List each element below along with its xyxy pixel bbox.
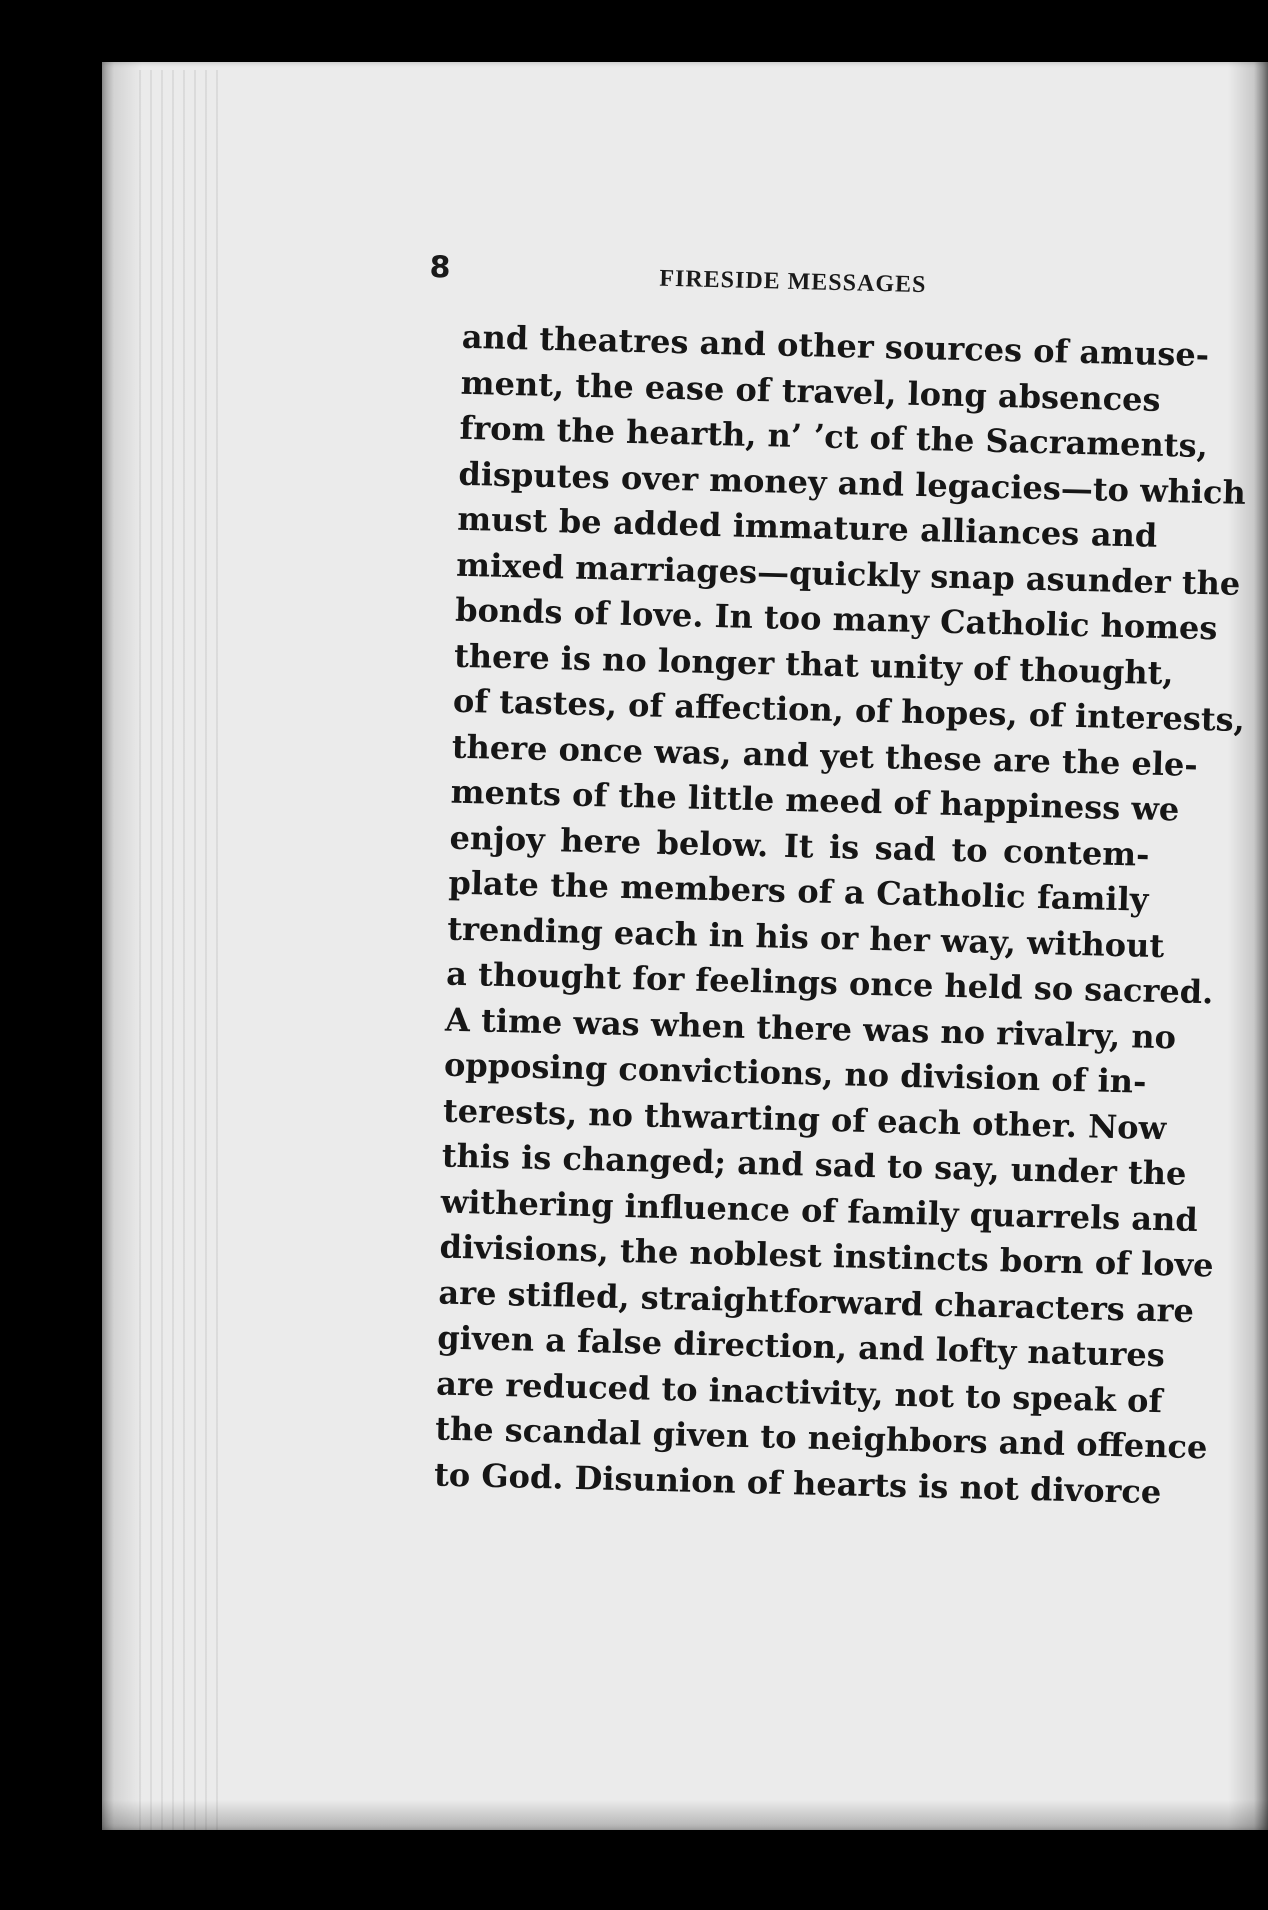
text-line: must be added immature alliances and (456, 499, 1158, 555)
body-text (400, 314, 1247, 1515)
text-line: withering influence of family quarrels and (440, 1182, 1199, 1239)
text-line: of tastes, of affection, of hopes, of interests, (452, 681, 1246, 740)
text-line: the scandal given to neighbors and offence (434, 1409, 1208, 1467)
text-line: enjoy here below. It is sad to contem- (449, 818, 1150, 874)
text-line: there is no longer that unity of thought, (453, 636, 1175, 692)
text-line: from the hearth, n’ ʼct of the Sacraments, (459, 408, 1209, 466)
text-line: a thought for feelings once held so sacred. (445, 954, 1214, 1012)
text-line: are reduced to inactivity, not to speak of (435, 1363, 1163, 1420)
text-line: trending each in his or her way, without (446, 909, 1165, 965)
page-edge-stack (130, 70, 220, 1830)
running-title: FIRESIDE MESSAGES (659, 265, 927, 299)
text-line: terests, no thwarting of each other. Now (442, 1091, 1167, 1147)
text-line: are stifled, straightforward characters are (438, 1273, 1195, 1330)
page-content (393, 250, 1247, 1767)
text-line: plate the members of a Catholic family (448, 863, 1149, 919)
page-number: 8 (429, 250, 451, 286)
text-line: ment, the ease of travel, long absences (460, 363, 1162, 419)
text-line: disputes over money and legacies—to which (458, 454, 1247, 512)
text-line: A time was when there was no rivalry, no (444, 1000, 1177, 1056)
text-line: mixed marriages—quickly snap asunder the (455, 545, 1241, 603)
text-line: ments of the little meed of happiness we (450, 772, 1180, 829)
text-line: opposing convictions, no division of in- (443, 1045, 1147, 1101)
text-line: and theatres and other sources of amuse- (461, 317, 1210, 375)
text-line: there once was, and yet these are the ele- (451, 727, 1199, 784)
text-line: to God. Disunion of hearts is not divorce (433, 1454, 1162, 1511)
text-line: bonds of love. In too many Catholic homes (454, 590, 1218, 648)
text-line: this is changed; and sad to say, under the (441, 1136, 1187, 1193)
text-line: divisions, the noblest instincts born of love (439, 1227, 1214, 1285)
text-line: given a false direction, and lofty natures (436, 1318, 1166, 1375)
